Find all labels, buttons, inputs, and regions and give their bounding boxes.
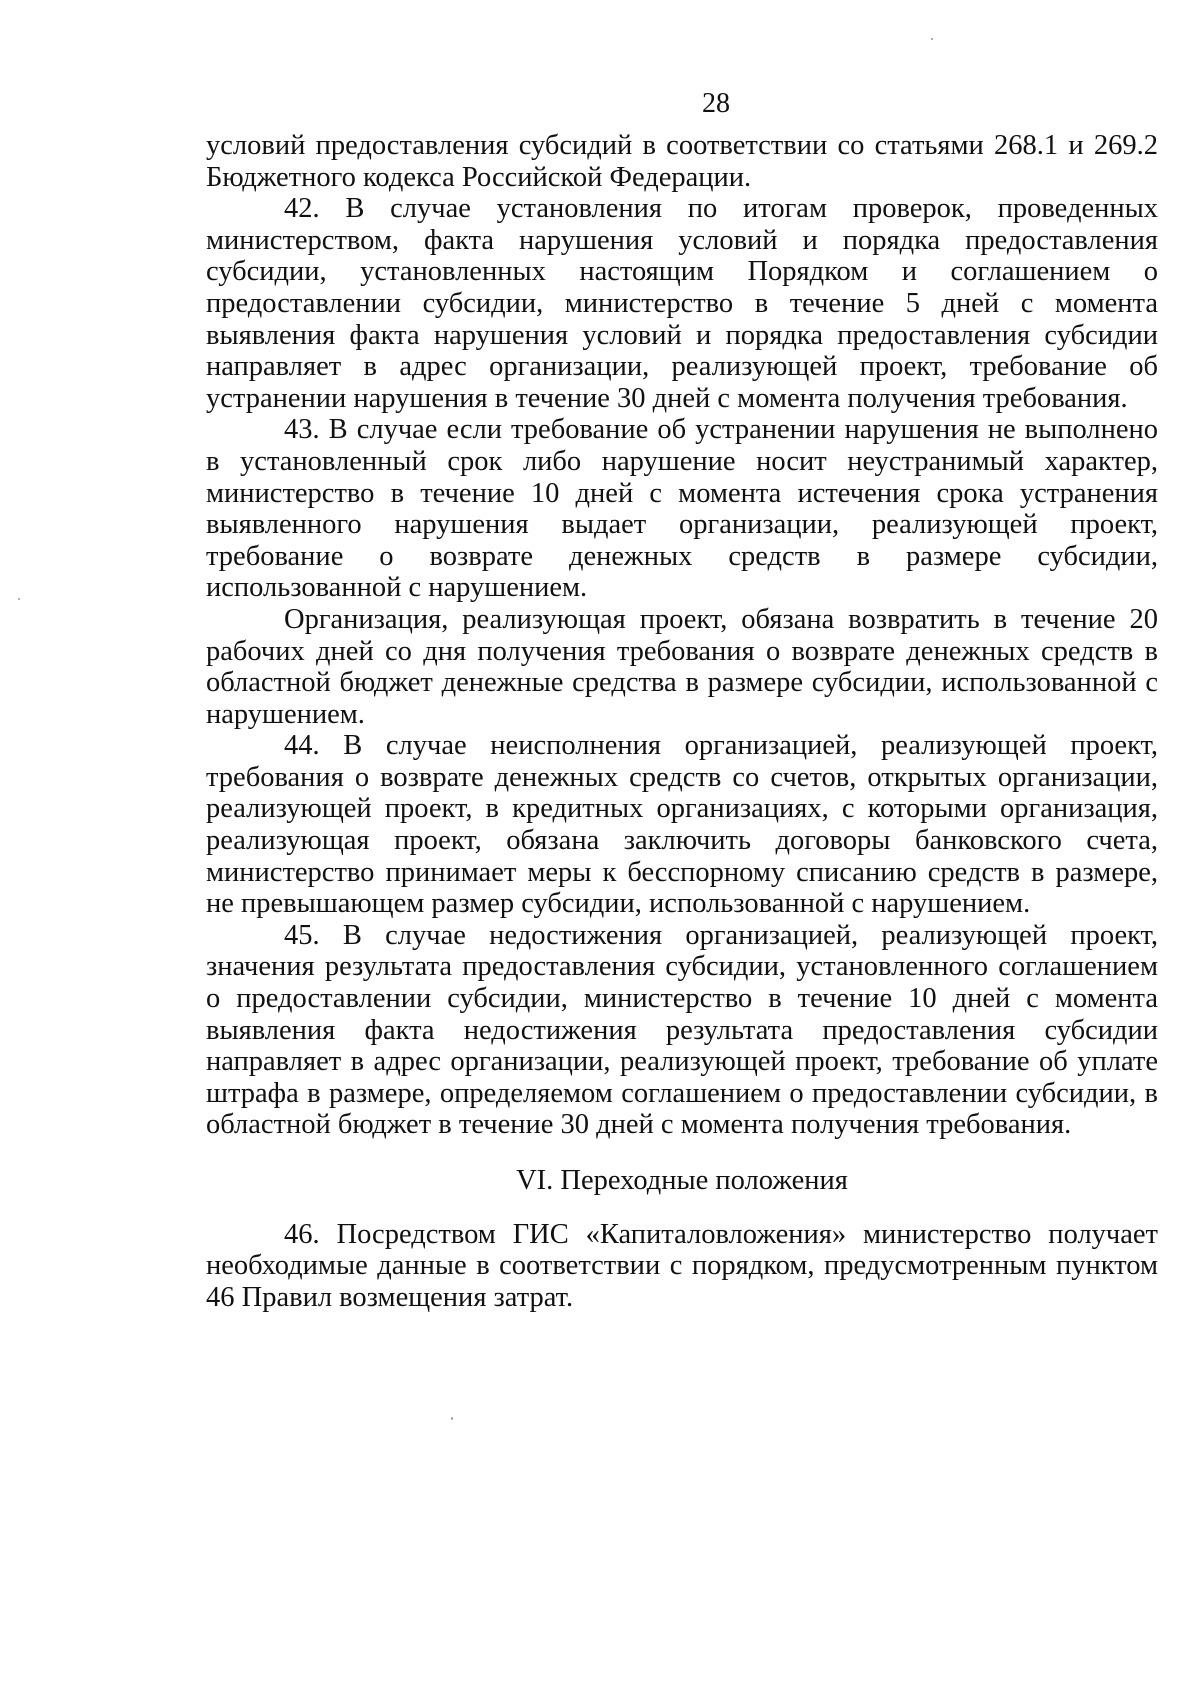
paragraph-43-refund: Организация, реализующая проект, обязана возвратить в течение 20 рабочих дней со дня получения требования о возврате денежных средств в областной бюджет денежные средства в размере субсидии, использованной с нарушением.: [206, 603, 1158, 730]
section-title: VI. Переходные положения: [516, 1165, 848, 1196]
paragraph-45: 45. В случае недостижения организацией, реализующей проект, значения результата предоставления субсидии, установленного соглашением о предоставлении субсидии, министерство в течение 10 дней с момента выявления факта недостижения результата предоставления субсидии направляет в адрес организации, реализующей проект, требование об уплате штрафа в размере, определяемом соглашением о предоставлении субсидии, в областной бюджет в течение 30 дней с момента получения требования.: [206, 919, 1158, 1141]
paragraph-continuation: условий предоставления субсидий в соответствии со статьями 268.1 и 269.2 Бюджетного кодекса Российской Федерации.: [206, 130, 1158, 193]
paragraph-42: 42. В случае установления по итогам проверок, проведенных министерством, факта нарушения условий и порядка предоставления субсидии, установленных настоящим Порядком и соглашением о предоставлении субсидии, министерство в течение 5 дней с момента выявления факта нарушения условий и порядка предоставления субсидии направляет в адрес организации, реализующей проект, требование об устранении нарушения в течение 30 дней с момента получения требования.: [206, 193, 1158, 414]
paragraph-46: 46. Посредством ГИС «Капиталовложения» министерство получает необходимые данные в соответствии с порядком, предусмотренным пунктом 46 Правил возмещения затрат.: [206, 1218, 1158, 1313]
scan-speck: [451, 1417, 453, 1420]
paragraph-44: 44. В случае неисполнения организацией, реализующей проект, требования о возврате денежных средств со счетов, открытых организации, реализующей проект, в кредитных организациях, с которыми организация, реализующая проект, обязана заключить договоры банковского счета, министерство принимает меры к бесспорному списанию средств в размере, не превышающем размер субсидии, использованной с нарушением.: [206, 730, 1158, 920]
scan-speck: [18, 598, 20, 600]
scan-speck: [931, 38, 933, 40]
paragraph-43: 43. В случае если требование об устранении нарушения не выполнено в установленный срок либо нарушение носит неустранимый характер, министерство в течение 10 дней с момента истечения срока устранения выявленного нарушения выдает организации, реализующей проект, требование о возврате денежных средств в размере субсидии, использованной с нарушением.: [206, 414, 1158, 604]
document-body: [206, 130, 1158, 1313]
page-number: 28: [702, 88, 730, 119]
